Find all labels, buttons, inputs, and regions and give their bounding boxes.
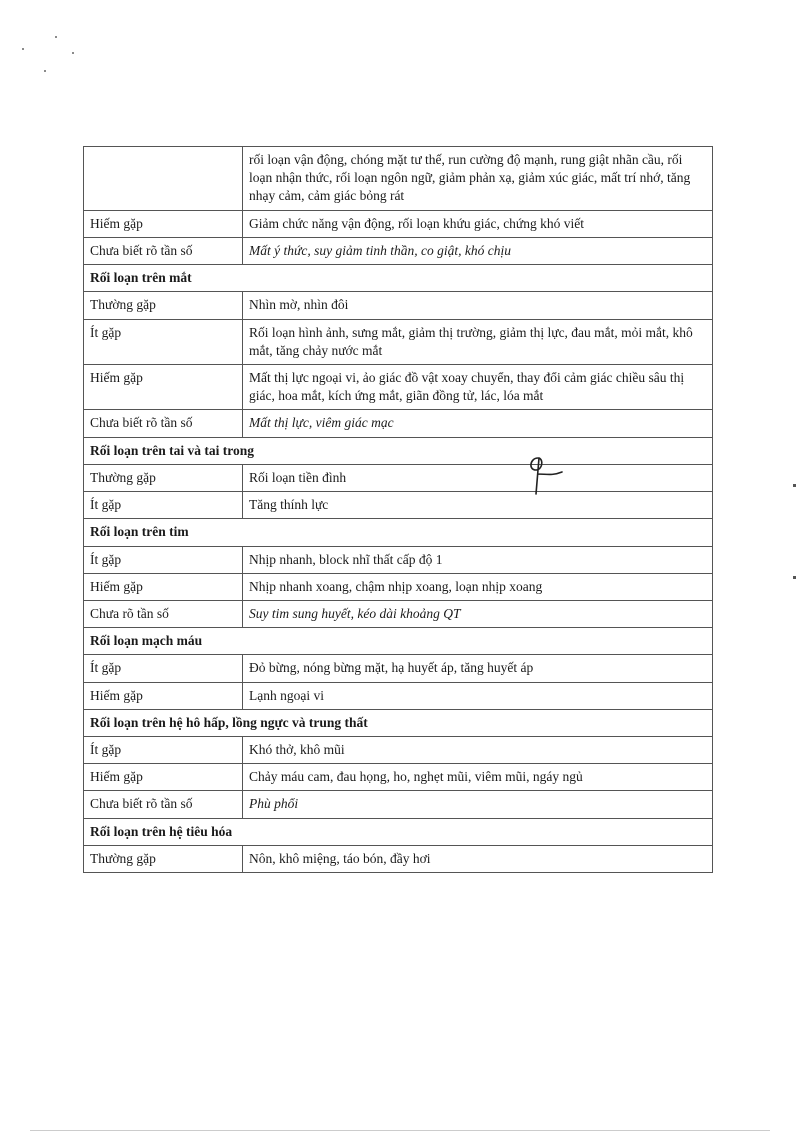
table-row xyxy=(84,764,713,791)
table-row xyxy=(84,791,713,818)
effects-cell: Rối loạn tiền đình xyxy=(243,464,713,491)
scan-speck xyxy=(22,48,24,50)
frequency-cell xyxy=(84,147,243,211)
frequency-cell: Chưa biết rõ tần số xyxy=(84,791,243,818)
frequency-cell: Hiếm gặp xyxy=(84,682,243,709)
section-title: Rối loạn trên hệ hô hấp, lồng ngực và trung thất xyxy=(84,709,713,736)
table-row xyxy=(84,410,713,437)
effects-cell: Tăng thính lực xyxy=(243,492,713,519)
table-row xyxy=(84,600,713,627)
table-row xyxy=(84,546,713,573)
scan-speck xyxy=(44,70,46,72)
effects-cell: Nhìn mờ, nhìn đôi xyxy=(243,292,713,319)
effects-cell: Rối loạn hình ảnh, sưng mắt, giảm thị trường, giảm thị lực, đau mắt, mỏi mắt, khô mắt, tăng chảy nước mắt xyxy=(243,319,713,364)
effects-cell: Đỏ bừng, nóng bừng mặt, hạ huyết áp, tăng huyết áp xyxy=(243,655,713,682)
frequency-cell: Hiếm gặp xyxy=(84,364,243,409)
frequency-cell: Ít gặp xyxy=(84,655,243,682)
frequency-cell: Hiếm gặp xyxy=(84,764,243,791)
table-row xyxy=(84,364,713,409)
handwritten-initials xyxy=(522,452,582,497)
table-row xyxy=(84,464,713,491)
table-row xyxy=(84,319,713,364)
table-row xyxy=(84,737,713,764)
frequency-cell: Ít gặp xyxy=(84,319,243,364)
frequency-cell: Thường gặp xyxy=(84,845,243,872)
table-row xyxy=(84,147,713,211)
frequency-cell: Ít gặp xyxy=(84,546,243,573)
effects-cell: Nhịp nhanh, block nhĩ thất cấp độ 1 xyxy=(243,546,713,573)
effects-cell: Suy tim sung huyết, kéo dài khoảng QT xyxy=(243,600,713,627)
scan-speck xyxy=(72,52,74,54)
section-header-row xyxy=(84,628,713,655)
effects-cell: Chảy máu cam, đau họng, ho, nghẹt mũi, viêm mũi, ngáy ngủ xyxy=(243,764,713,791)
effects-cell: Mất thị lực, viêm giác mạc xyxy=(243,410,713,437)
effects-cell: Giảm chức năng vận động, rối loạn khứu giác, chứng khó viết xyxy=(243,210,713,237)
section-title: Rối loạn trên tim xyxy=(84,519,713,546)
table-row xyxy=(84,655,713,682)
table-row xyxy=(84,237,713,264)
section-header-row xyxy=(84,437,713,464)
frequency-cell: Hiếm gặp xyxy=(84,573,243,600)
effects-cell: Lạnh ngoại vi xyxy=(243,682,713,709)
section-title: Rối loạn trên mắt xyxy=(84,265,713,292)
section-title: Rối loạn mạch máu xyxy=(84,628,713,655)
frequency-cell: Chưa biết rõ tần số xyxy=(84,237,243,264)
section-header-row xyxy=(84,818,713,845)
section-header-row xyxy=(84,709,713,736)
effects-cell: Khó thở, khô mũi xyxy=(243,737,713,764)
table-row xyxy=(84,492,713,519)
table-body xyxy=(84,147,713,873)
scan-bottom-edge xyxy=(30,1130,770,1131)
section-title: Rối loạn trên hệ tiêu hóa xyxy=(84,818,713,845)
effects-cell: Phù phổi xyxy=(243,791,713,818)
adverse-effects-table xyxy=(83,146,713,873)
frequency-cell: Hiếm gặp xyxy=(84,210,243,237)
effects-cell: Nôn, khô miệng, táo bón, đầy hơi xyxy=(243,845,713,872)
frequency-cell: Ít gặp xyxy=(84,737,243,764)
effects-cell: Mất thị lực ngoại vi, ảo giác đồ vật xoay chuyển, thay đổi cảm giác chiều sâu thị giác, hoa mắt, kích ứng mắt, giãn đồng tử, lác, lóa mắt xyxy=(243,364,713,409)
table-row xyxy=(84,845,713,872)
frequency-cell: Thường gặp xyxy=(84,292,243,319)
table-row xyxy=(84,573,713,600)
frequency-cell: Chưa biết rõ tần số xyxy=(84,410,243,437)
effects-cell: Nhịp nhanh xoang, chậm nhịp xoang, loạn nhịp xoang xyxy=(243,573,713,600)
section-header-row xyxy=(84,519,713,546)
table-row xyxy=(84,682,713,709)
section-title: Rối loạn trên tai và tai trong xyxy=(84,437,713,464)
section-header-row xyxy=(84,265,713,292)
scan-speck xyxy=(55,36,57,38)
scan-edge-mark xyxy=(793,484,796,487)
scan-edge-mark xyxy=(793,576,796,579)
effects-cell: Mất ý thức, suy giảm tinh thần, co giật, khó chịu xyxy=(243,237,713,264)
table-row xyxy=(84,292,713,319)
frequency-cell: Chưa rõ tần số xyxy=(84,600,243,627)
frequency-cell: Thường gặp xyxy=(84,464,243,491)
effects-cell: rối loạn vận động, chóng mặt tư thế, run cường độ mạnh, rung giật nhãn cầu, rối loạn nhận thức, rối loạn ngôn ngữ, giảm phản xạ, giảm xúc giác, mất trí nhớ, tăng nhạy cảm, cảm giác bỏng rát xyxy=(243,147,713,211)
table-row xyxy=(84,210,713,237)
frequency-cell: Ít gặp xyxy=(84,492,243,519)
